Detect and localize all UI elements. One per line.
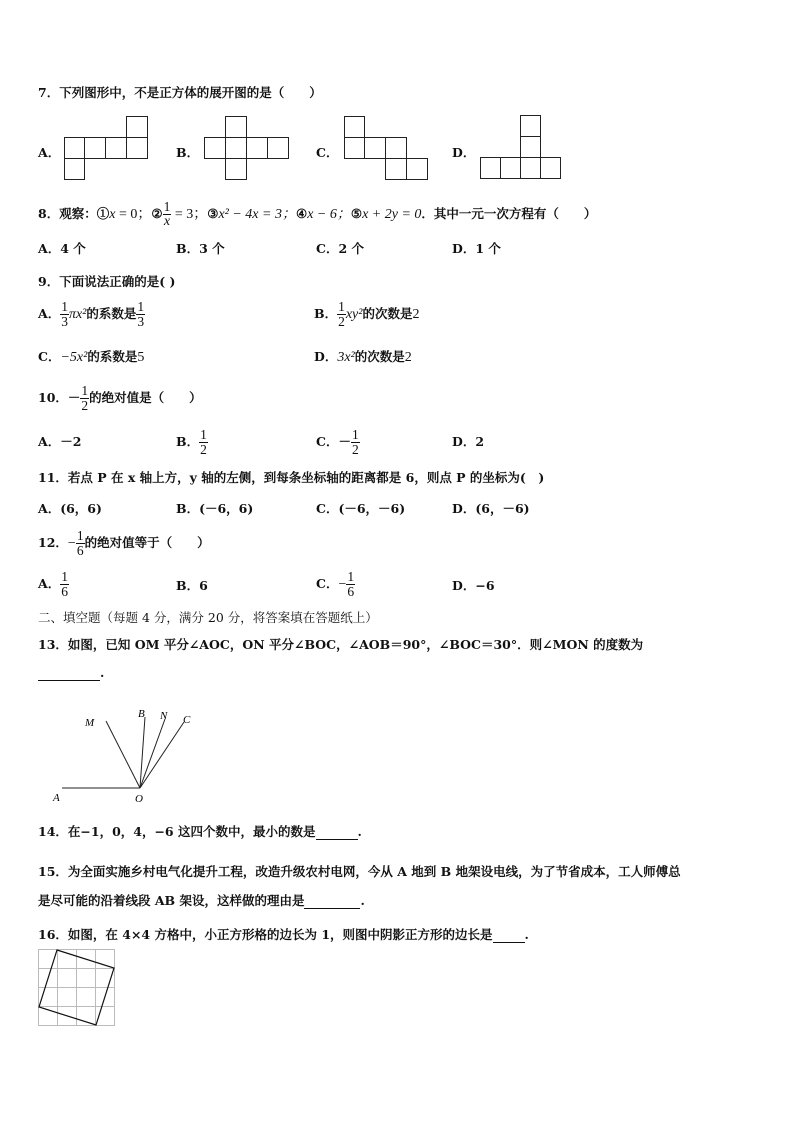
q7-option-b: B． xyxy=(176,145,200,160)
q12-option-a: A． $\frac{1}{6}$ xyxy=(38,569,68,599)
q13-stem: 13．如图，已知 OM 平分∠AOC，ON 平分∠BOC，∠AOB＝90°，∠BOC＝30°．则∠MON 的度数为 xyxy=(38,637,644,652)
q8-option-a: A．4 个 xyxy=(38,241,86,256)
q10-option-d: D．2 xyxy=(452,434,485,449)
label-a: A xyxy=(53,792,60,804)
q10-stem: 10．－ $\frac{1}{2}$ 的绝对值是（ ） xyxy=(38,383,202,413)
q12-option-c: C．− $\frac{1}{6}$ xyxy=(316,569,355,599)
q8-option-c: C．2 个 xyxy=(316,241,364,256)
label-c: C xyxy=(183,714,191,726)
q11-option-b: B．(－6，6) xyxy=(176,501,254,516)
q9-option-a: A． $\frac{1}{3}$ πx²的系数是 $\frac{1}{3}$ xyxy=(38,299,145,329)
q7-figure-b xyxy=(204,116,290,180)
q12-stem: 12．− $\frac{1}{6}$ 的绝对值等于（ ） xyxy=(38,528,210,558)
q16-stem: 16．如图，在 4×4 方格中，小正方形格的边长为 1，则图中阴影正方形的边长是 . xyxy=(38,927,529,942)
label-b: B xyxy=(138,708,145,720)
q16-grid-figure xyxy=(38,949,116,1027)
q8-stem: 8．观察：①x = 0；② $\frac{1}{x}$ = 3；③x² − 4x = 3；④x − 6；⑤x + 2y = 0．其中一元一次方程有（ ） xyxy=(38,199,597,229)
q8-option-b: B．3 个 xyxy=(176,241,225,256)
q7-stem: 7．下列图形中，不是正方体的展开图的是（ ） xyxy=(38,85,322,100)
q12-option-d: D．−6 xyxy=(452,578,495,593)
q14-stem: 14．在−1，0，4，−6 这四个数中，最小的数是 . xyxy=(38,824,362,839)
q11-option-c: C．(－6，－6) xyxy=(316,501,406,516)
q7-option-a: A． xyxy=(38,145,61,160)
q7-option-d: D． xyxy=(452,145,476,160)
q7-figure-a xyxy=(64,116,150,180)
q10-option-c: C．－ $\frac{1}{2}$ xyxy=(316,427,359,457)
label-o: O xyxy=(135,793,143,805)
q9-stem: 9．下面说法正确的是( ) xyxy=(38,274,176,289)
q11-option-a: A．(6，6) xyxy=(38,501,102,516)
section-heading: 二、填空题（每题 4 分，满分 20 分，将答案填在答题纸上） xyxy=(38,610,378,625)
q9-option-b: B． $\frac{1}{2}$ xy²的次数是2 xyxy=(314,299,420,329)
q7-option-c: C． xyxy=(316,145,339,160)
q12-option-b: B．6 xyxy=(176,578,208,593)
q9-option-d: D．3x²的次数是2 xyxy=(314,349,412,365)
q13-angle-diagram xyxy=(50,705,200,805)
q7-figure-d xyxy=(480,115,564,179)
q11-stem: 11．若点 P 在 x 轴上方，y 轴的左侧，到每条坐标轴的距离都是 6，则点 P 的坐标为( ) xyxy=(38,470,545,485)
label-m: M xyxy=(85,717,95,729)
q8-option-d: D．1 个 xyxy=(452,241,501,256)
label-n: N xyxy=(160,710,168,722)
q11-option-d: D．(6，－6) xyxy=(452,501,530,516)
q15-line2: 是尽可能的沿着线段 AB 架设，这样做的理由是 . xyxy=(38,893,365,908)
q10-option-b: B． $\frac{1}{2}$ xyxy=(176,427,207,457)
q7-figure-c xyxy=(344,116,430,180)
q10-option-a: A．－2 xyxy=(38,434,82,449)
q9-option-c: C．−5x²的系数是5 xyxy=(38,349,145,365)
q13-answer-line: . xyxy=(38,665,104,681)
q15-line1: 15．为全面实施乡村电气化提升工程，改造升级农村电网，今从 A 地到 B 地架设电线，为了节省成本，工人师傅总 xyxy=(38,864,681,879)
